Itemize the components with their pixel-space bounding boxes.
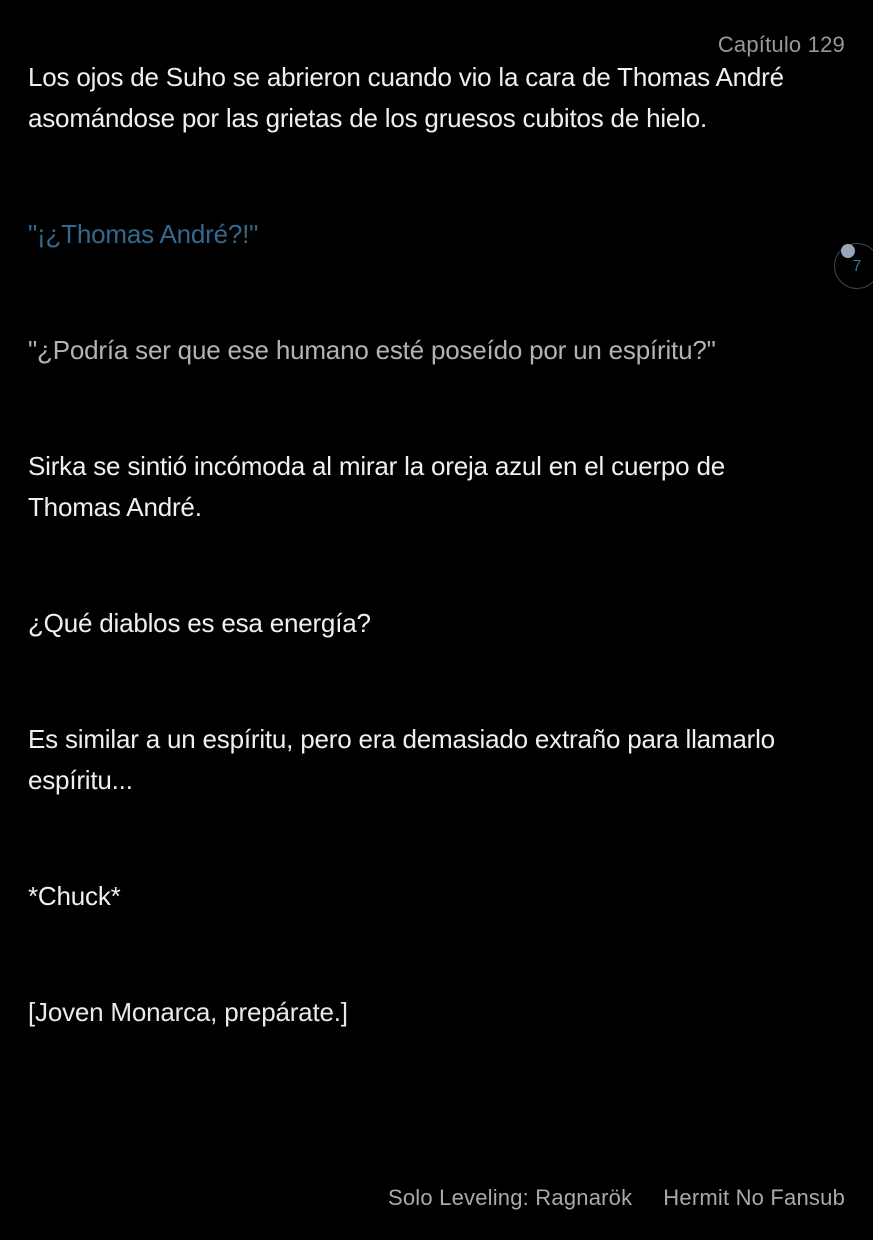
paragraph-system-message: [Joven Monarca, prepárate.]	[28, 997, 348, 1027]
comment-count-badge[interactable]	[834, 243, 873, 289]
paragraph-thought: Es similar a un espíritu, pero era demasiado extraño para llamarlo espíritu...	[28, 724, 775, 795]
paragraph-sound-effect: *Chuck*	[28, 881, 121, 911]
footer-series-title: Solo Leveling: Ragnarök	[387, 1185, 633, 1210]
page-footer	[388, 1184, 845, 1212]
paragraph-dialogue-highlighted: "¡¿Thomas André?!"	[28, 219, 259, 249]
chapter-text	[28, 57, 790, 1108]
paragraph-narration: Los ojos de Suho se abrieron cuando vio la cara de Thomas André asomándose por las grietas de los gruesos cubitos de hielo.	[28, 62, 784, 133]
chapter-header: Capítulo 129	[717, 32, 845, 57]
footer-fansub-credit: Hermit No Fansub	[663, 1185, 845, 1210]
comment-count: 7	[852, 258, 862, 275]
paragraph-dialogue: "¿Podría ser que ese humano esté poseído por un espíritu?"	[28, 335, 716, 365]
paragraph-thought: ¿Qué diablos es esa energía?	[28, 608, 371, 638]
paragraph-narration: Sirka se sintió incómoda al mirar la oreja azul en el cuerpo de Thomas André.	[28, 451, 725, 522]
comment-dot-icon	[841, 244, 855, 258]
